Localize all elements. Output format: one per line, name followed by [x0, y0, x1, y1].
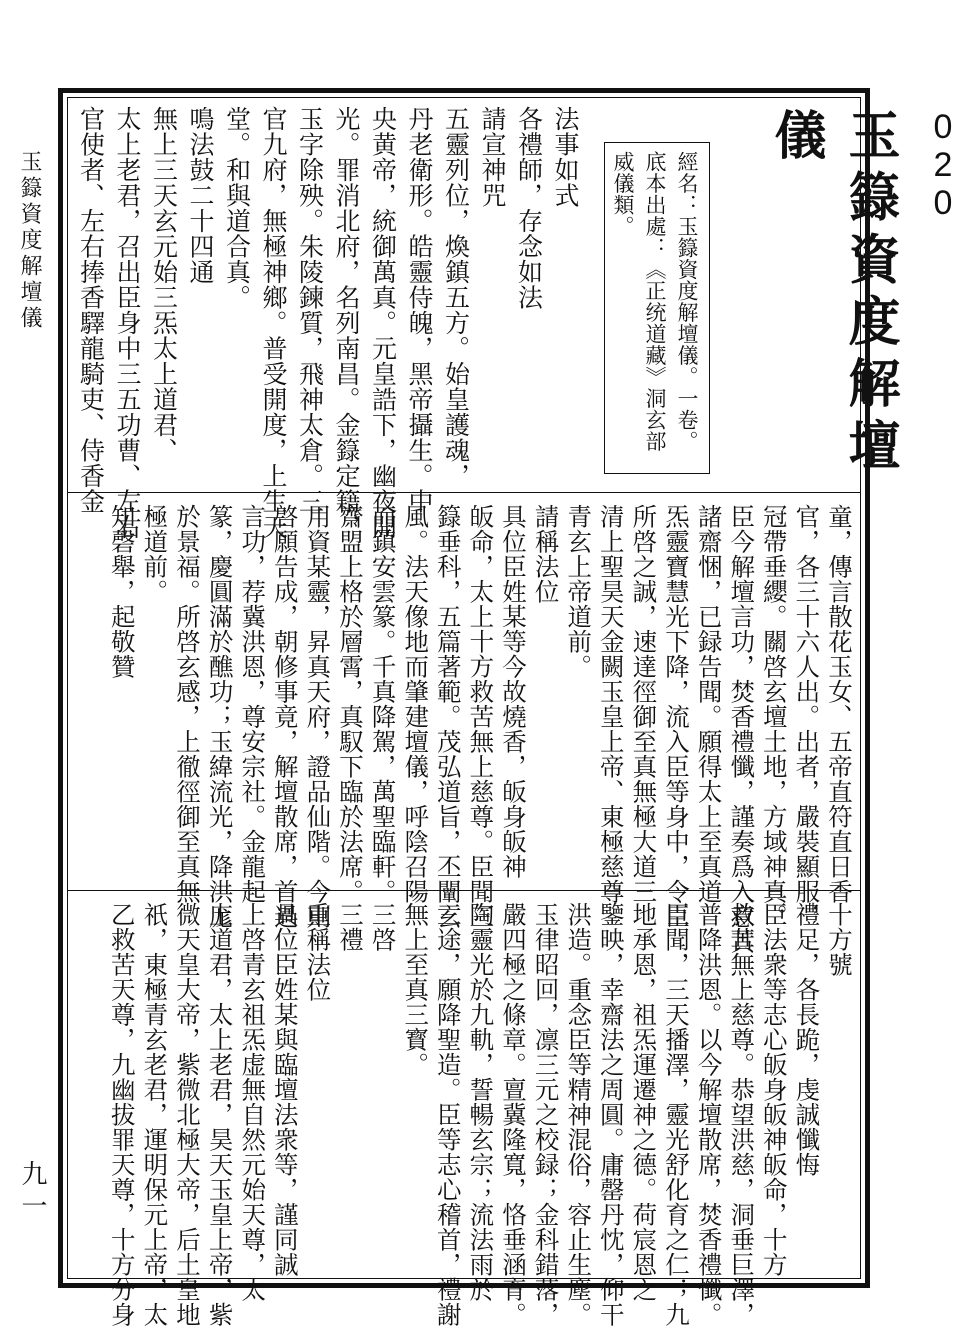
- inner-frame: [67, 97, 962, 1327]
- source-info-line: 經名：玉籙資度解壇儀。一卷。: [675, 151, 699, 452]
- text-column: 官，各三十六人出。出者，嚴裝顯服，: [792, 504, 822, 929]
- text-column: 嚴四極之條章。亶冀隆寬，恪垂涵育。: [499, 902, 528, 1327]
- text-column: 啓願告成，朝修事竟，解壇散席，首過: [270, 504, 300, 929]
- text-column: 鳴法鼓二十四通: [186, 106, 215, 285]
- text-column: 禮足，各長跪，虔誠懺悔: [792, 902, 822, 1177]
- chapter-title-text: 玉籙資度解壇儀: [765, 108, 900, 480]
- text-column: 請宣神咒: [478, 106, 507, 208]
- text-column: 陶靈光於九軌，誓暢玄宗；流法雨於: [466, 902, 496, 1302]
- text-column: 太上老君，召出臣身中三五功曹、左右: [113, 106, 142, 540]
- text-column: 三途，願降聖造。臣等志心稽首，禮謝: [433, 902, 463, 1327]
- source-info-line: 底本出處：《正统道藏》洞玄部: [643, 151, 667, 452]
- text-column: 乙救苦天尊，九幽拔罪天尊，十方分身: [107, 902, 137, 1327]
- text-column: 救苦無上慈尊。恭望洪慈，洞垂巨澤，: [727, 902, 757, 1327]
- register-divider: [68, 890, 860, 891]
- text-column: 三啓: [368, 902, 398, 952]
- text-column: 五靈列位，煥鎮五方。始皇護魂，: [441, 106, 471, 489]
- text-column: 普降洪恩。以今解壇散席，焚香禮懺。: [694, 902, 724, 1327]
- source-info-box: [604, 142, 710, 474]
- text-column: 於景福。所啓玄感，上徹徑御至真無: [173, 504, 202, 904]
- page-number: 九一: [17, 1160, 47, 1224]
- text-column: 所啓之誠，速達徑御至真無極大道三: [629, 504, 659, 904]
- text-column: 各禮師，存念如法: [514, 106, 544, 310]
- text-column: 具位臣姓某與臨壇法衆等，謹同誠: [270, 902, 300, 1277]
- text-column: 籙垂科，五篇著範。茂弘道旨，丕闡玄: [433, 504, 463, 929]
- text-column: 丹老衛形。皓靈侍魄，黑帝攝生。中: [405, 106, 434, 514]
- text-column: 而鎮安雲篆。千真降駕，萬聖臨軒。: [368, 504, 398, 904]
- text-column: 知磬舉，起敬贊: [107, 504, 137, 679]
- text-column: 冠帶垂纓。關啓玄壇土地，方域神真。: [759, 504, 789, 929]
- text-column: 無上三天玄元始三炁太上道君、: [149, 106, 179, 463]
- text-column: 炁靈寶慧光下降，流入臣等身中，令臣: [662, 504, 691, 929]
- text-column: 上啓青玄祖炁虚無自然元始天尊，太: [238, 902, 268, 1302]
- chapter-number: 020: [924, 108, 962, 222]
- text-column: 臣今解壇言功，焚香禮懺，謹奏爲入意其: [727, 504, 757, 954]
- text-column: 鑒映，幸齋法之周圓。庸罄丹忱，仰干: [596, 902, 626, 1327]
- text-column: 重稱法位: [303, 902, 333, 1002]
- register-bottom: [68, 894, 860, 1327]
- running-title: 玉籙資度解壇儀: [17, 150, 42, 332]
- text-column: 篆，慶圓滿於醮功；玉緯流光，降洪厖: [205, 504, 235, 929]
- text-column: 童，傳言散花玉女、五帝直符直日香: [825, 504, 854, 904]
- text-column: 玉字除殃。朱陵鍊質，飛神太倉。三: [295, 106, 325, 514]
- chapter-title: [758, 108, 980, 490]
- text-column: 齋盟上格於層霄，真馭下臨於法席。: [336, 504, 365, 904]
- text-column: 青玄上帝道前。: [564, 504, 594, 679]
- text-column: 三禮: [336, 902, 365, 952]
- text-column: 光。罪消北府，名列南昌。金籙定籍，: [332, 106, 361, 540]
- register-divider: [68, 492, 860, 493]
- text-column: 言功，荐冀洪恩，尊安宗社。金龍起: [238, 504, 268, 904]
- text-column: 玉律昭回，凛三元之校録；金科錯落，: [531, 902, 561, 1327]
- text-column: 風。法天像地而肇建壇儀，呼陰召陽: [401, 504, 431, 904]
- text-column: 無上至真三寳。: [401, 902, 431, 1077]
- text-column: 諸齋悃，已録告聞。願得太上至真道: [694, 504, 724, 904]
- text-column: 清上聖昊天金闕玉皇上帝、東極慈尊: [596, 504, 626, 904]
- register-top: [68, 98, 962, 540]
- text-column: 臣法衆等志心皈身皈神皈命，十方: [759, 902, 789, 1277]
- text-column: 極道前。: [140, 504, 170, 604]
- text-column: 具位臣姓某等今故燒香，皈身皈神: [499, 504, 528, 879]
- text-column: 法事如式: [551, 106, 580, 208]
- source-info-line: 威儀類。: [611, 151, 635, 237]
- page-frame: [58, 88, 962, 1327]
- text-column: 官使者、左右捧香驛龍騎吏、侍香金: [76, 106, 106, 514]
- text-column: 皈命，太上十方救苦無上慈尊。臣聞三: [466, 504, 496, 929]
- text-column: 洪造。重念臣等精神混俗，容止生塵。: [564, 902, 594, 1327]
- text-column: 上道君，太上老君，昊天玉皇上帝，紫: [205, 902, 235, 1327]
- text-column: 請稱法位: [531, 504, 561, 604]
- text-column: 微天皇大帝，紫微北極大帝，后土皇地: [173, 902, 202, 1327]
- text-column: 央黄帝，統御萬真。元皇誥下，幽夜開: [368, 106, 398, 540]
- text-column: 臣聞，三天播澤，靈光舒化育之仁；九: [662, 902, 691, 1327]
- text-column: 地承恩，祖炁運遷神之德。荷宸恩之: [629, 902, 659, 1302]
- text-column: 官九府，無極神鄉。普受開度，上生天: [259, 106, 288, 540]
- text-column: 堂。和與道合真。: [222, 106, 252, 310]
- text-column: 用資某靈，昇真天府，證品仙階。今則: [303, 504, 333, 929]
- text-column: 祇，東極青玄老君，運明保元上帝，太: [140, 902, 170, 1327]
- text-column: 十方號: [825, 902, 854, 977]
